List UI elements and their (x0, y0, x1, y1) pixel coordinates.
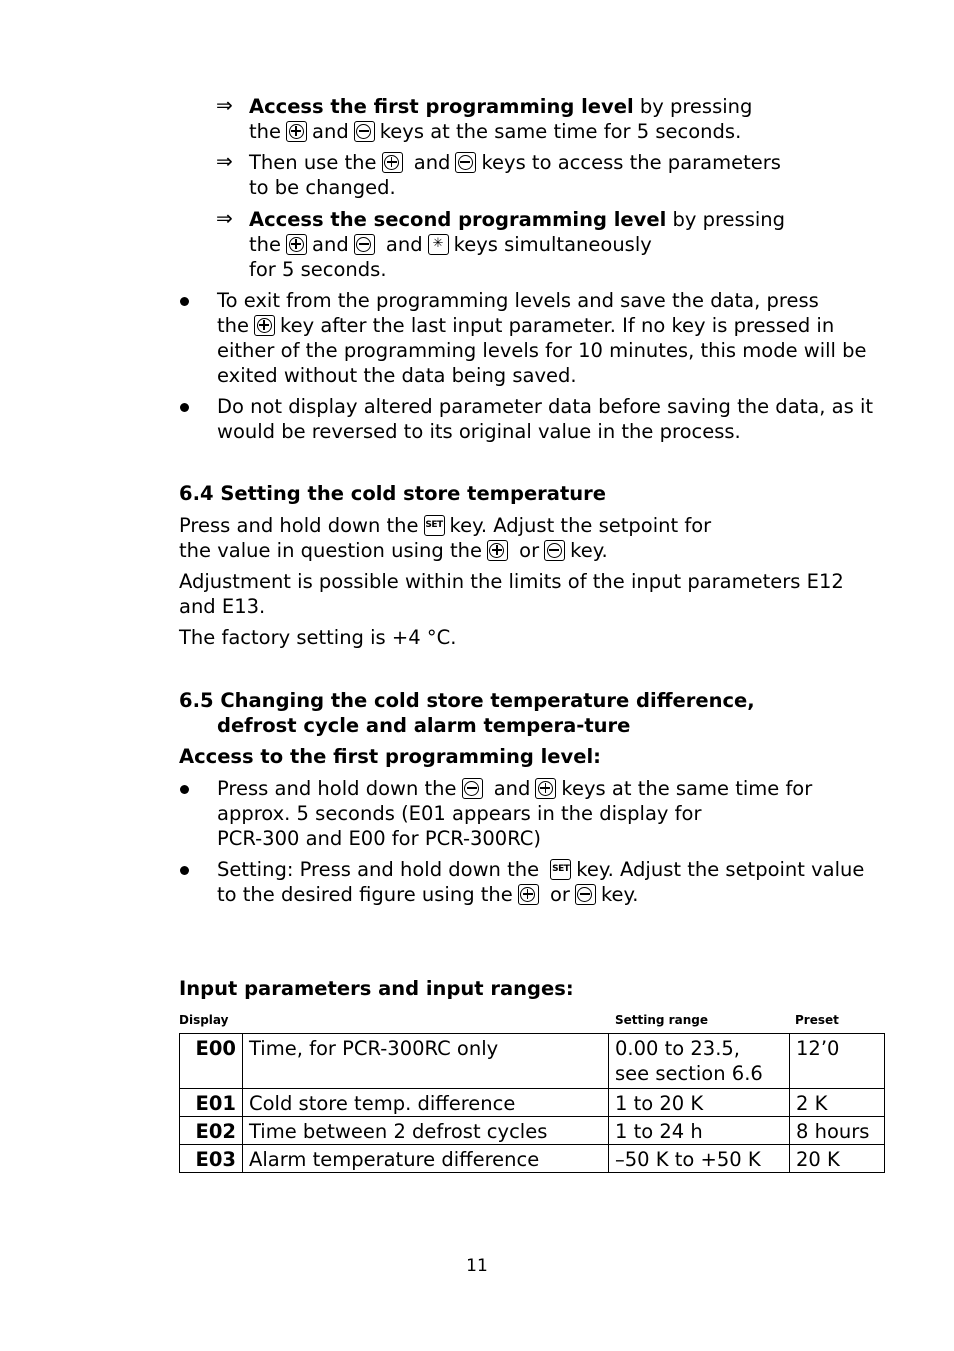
section-6-5-b1-line-2: approx. 5 seconds (E01 appears in the display for (217, 802, 702, 825)
param-preset: 12’0 (790, 1034, 885, 1089)
step-1-line-2: the and keys at the same time for 5 seconds. (249, 120, 742, 143)
plus-key-icon (286, 121, 307, 142)
param-range: –50 K to +50 K (609, 1145, 790, 1173)
section-6-5-heading-cont: defrost cycle and alarm tempera-ture (217, 714, 631, 737)
param-desc: Time between 2 defrost cycles (243, 1117, 609, 1145)
snowflake-key-icon: ✳ (428, 234, 449, 255)
first-level-access-title: Access to the first programming level: (179, 745, 601, 768)
plus-key-icon (535, 778, 556, 799)
col-header-preset: Preset (795, 1013, 839, 1027)
section-6-4-p1: Press and hold down the SET key. Adjust the setpoint for (179, 514, 712, 537)
param-range: 0.00 to 23.5, see section 6.6 (609, 1034, 790, 1089)
section-6-4-p5: The factory setting is +4 °C. (179, 626, 457, 649)
bullet-exit-line-1: To exit from the programming levels and save the data, press (217, 289, 819, 312)
step-3-line-2: the and and ✳ keys simultaneously (249, 233, 652, 256)
minus-key-icon (354, 121, 375, 142)
table-row (180, 1089, 885, 1117)
minus-key-icon (575, 884, 596, 905)
col-header-range: Setting range (615, 1013, 708, 1027)
section-6-5-b2-line-1: Setting: Press and hold down the SET key. Adjust the setpoint value (217, 858, 865, 881)
minus-key-icon (354, 234, 375, 255)
params-title: Input parameters and input ranges: (179, 977, 574, 1000)
bullet-exit-line-2: the key after the last input parameter. If no key is pressed in (217, 314, 835, 337)
step-3-line-3: for 5 seconds. (249, 258, 387, 281)
minus-key-icon (455, 152, 476, 173)
param-preset: 20 K (790, 1145, 885, 1173)
plus-key-icon (286, 234, 307, 255)
section-6-5-b2-line-2: to the desired figure using the or key. (217, 883, 639, 906)
section-6-4-p2: the value in question using the or key. (179, 539, 608, 562)
param-desc: Cold store temp. difference (243, 1089, 609, 1117)
param-preset: 2 K (790, 1089, 885, 1117)
param-code: E01 (180, 1089, 243, 1117)
table-row (180, 1034, 885, 1089)
bullet-exit-line-4: exited without the data being saved. (217, 364, 577, 387)
param-code: E02 (180, 1117, 243, 1145)
section-6-5-b1-line-1: Press and hold down the and keys at the same time for (217, 777, 813, 800)
step-2-line-1: Then use the and keys to access the parameters (249, 151, 781, 174)
step-arrow-icon: ⇒ (216, 149, 233, 173)
step-1-line-1: Access the first programming level by pressing (249, 95, 753, 118)
param-range: 1 to 24 h (609, 1117, 790, 1145)
step-arrow-icon: ⇒ (216, 93, 233, 117)
param-desc: Alarm temperature difference (243, 1145, 609, 1173)
bullet-dot (180, 403, 189, 412)
bullet-dot (180, 785, 189, 794)
plus-key-icon (487, 540, 508, 561)
plus-key-icon (518, 884, 539, 905)
table-row (180, 1117, 885, 1145)
step-2-line-2: to be changed. (249, 176, 396, 199)
params-table (179, 1033, 885, 1173)
set-key-icon: SET (424, 515, 445, 536)
table-row (180, 1145, 885, 1173)
minus-key-icon (544, 540, 565, 561)
section-6-4-p3: Adjustment is possible within the limits of the input parameters E12 (179, 570, 844, 593)
param-code: E03 (180, 1145, 243, 1173)
minus-key-icon (462, 778, 483, 799)
plus-key-icon (382, 152, 403, 173)
section-6-5-b1-line-3: PCR-300 and E00 for PCR-300RC) (217, 827, 542, 850)
bullet-exit-line-3: either of the programming levels for 10 minutes, this mode will be (217, 339, 867, 362)
param-range: 1 to 20 K (609, 1089, 790, 1117)
page-number: 11 (466, 1256, 488, 1276)
section-6-4-heading: 6.4 Setting the cold store temperature (179, 482, 606, 505)
set-key-icon: SET (550, 859, 571, 880)
section-6-5-heading: 6.5 Changing the cold store temperature difference, (179, 689, 755, 712)
plus-key-icon (254, 315, 275, 336)
bullet-dot (180, 866, 189, 875)
param-desc: Time, for PCR-300RC only (243, 1034, 609, 1089)
step-3-line-1: Access the second programming level by pressing (249, 208, 786, 231)
step-arrow-icon: ⇒ (216, 206, 233, 230)
bullet-display-line-1: Do not display altered parameter data before saving the data, as it (217, 395, 874, 418)
bullet-display-line-2: would be reversed to its original value in the process. (217, 420, 741, 443)
col-header-display: Display (179, 1013, 229, 1027)
section-6-4-p4: and E13. (179, 595, 266, 618)
param-preset: 8 hours (790, 1117, 885, 1145)
param-code: E00 (180, 1034, 243, 1089)
bullet-dot (180, 297, 189, 306)
